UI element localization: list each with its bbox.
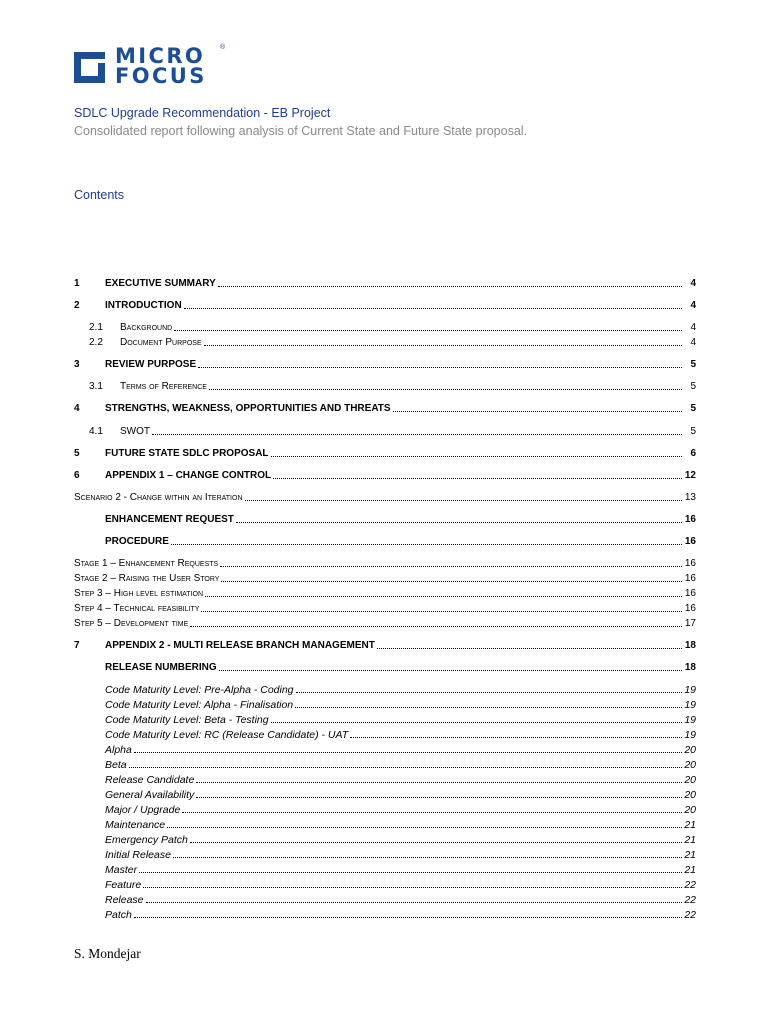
- toc-entry-page: 19: [684, 714, 696, 726]
- toc-dot-leader: [143, 887, 682, 888]
- toc-entry-title: Major / Upgrade: [105, 804, 181, 816]
- toc-entry-title: EXECUTIVE SUMMARY: [105, 278, 216, 289]
- toc-dot-leader: [134, 917, 682, 918]
- toc-dot-leader: [205, 596, 682, 597]
- toc-entry-number: 7: [74, 640, 80, 651]
- toc-entry[interactable]: [74, 727, 696, 741]
- toc-entry-title: Release Candidate: [105, 774, 195, 786]
- toc-entry-page: 16: [684, 573, 696, 584]
- toc-entry-page: 19: [684, 684, 696, 696]
- toc-dot-leader: [139, 872, 682, 873]
- toc-entry[interactable]: [74, 847, 696, 861]
- contents-heading: Contents: [74, 188, 125, 202]
- toc-entry-page: 21: [684, 849, 696, 861]
- toc-entry-number: 1: [74, 278, 80, 289]
- toc-entry[interactable]: [74, 892, 696, 906]
- toc-entry[interactable]: [74, 320, 696, 334]
- toc-entry[interactable]: [74, 817, 696, 831]
- toc-entry-page: 22: [684, 894, 696, 906]
- toc-dot-leader: [296, 692, 682, 693]
- toc-dot-leader: [190, 842, 682, 843]
- toc-entry-page: 21: [684, 819, 696, 831]
- toc-entry-title: Step 4 – Technical feasibility: [74, 603, 200, 614]
- toc-entry-title: Step 5 – Development time: [74, 618, 189, 629]
- toc-entry-page: 16: [684, 603, 696, 614]
- toc-entry-number: 5: [74, 448, 80, 459]
- toc-entry-page: 20: [684, 744, 696, 756]
- toc-entry[interactable]: [74, 298, 696, 312]
- toc-entry-page: 20: [684, 774, 696, 786]
- author-name: S. Mondejar: [74, 946, 141, 961]
- toc-dot-leader: [221, 581, 682, 582]
- toc-entry-title: Code Maturity Level: RC (Release Candidate) - UAT: [105, 729, 349, 741]
- toc-entry[interactable]: [74, 697, 696, 711]
- toc-entry[interactable]: [74, 379, 696, 393]
- toc-entry[interactable]: [74, 742, 696, 756]
- toc-entry-title: Code Maturity Level: Alpha - Finalisation: [105, 699, 294, 711]
- toc-entry[interactable]: [74, 556, 696, 570]
- toc-entry-title: Background: [120, 322, 173, 333]
- toc-entry[interactable]: [74, 335, 696, 349]
- toc-entry[interactable]: [74, 772, 696, 786]
- toc-entry[interactable]: [74, 401, 696, 415]
- toc-entry-page: 5: [690, 403, 696, 414]
- registered-mark: ®: [220, 44, 226, 51]
- toc-entry[interactable]: [74, 276, 696, 290]
- toc-entry-title: Terms of Reference: [120, 381, 207, 392]
- toc-entry-page: 13: [684, 492, 696, 503]
- toc-entry-title: Alpha: [105, 744, 132, 756]
- logo-wordmark: MICRO FOCUS: [115, 44, 207, 88]
- toc-entry[interactable]: [74, 877, 696, 891]
- toc-entry-title: Document Purpose: [120, 337, 202, 348]
- toc-entry-number: 6: [74, 470, 80, 481]
- toc-entry-title: PROCEDURE: [105, 536, 169, 547]
- toc-entry[interactable]: [74, 802, 696, 816]
- toc-entry[interactable]: [74, 586, 696, 600]
- toc-dot-leader: [171, 544, 682, 545]
- toc-dot-leader: [218, 286, 682, 287]
- toc-dot-leader: [184, 308, 682, 309]
- toc-entry[interactable]: [74, 757, 696, 771]
- toc-entry-number: 2: [74, 300, 80, 311]
- toc-entry-title: Code Maturity Level: Pre-Alpha - Coding: [105, 684, 294, 696]
- toc-entry-page: 4: [690, 322, 696, 333]
- toc-entry-page: 16: [684, 536, 696, 547]
- toc-entry-title: Master: [105, 864, 138, 876]
- toc-entry[interactable]: [74, 357, 696, 371]
- toc-entry-title: APPENDIX 1 – CHANGE CONTROL: [105, 470, 272, 481]
- toc-entry-title: Beta: [105, 759, 127, 771]
- toc-dot-leader: [350, 737, 682, 738]
- toc-entry-title: REVIEW PURPOSE: [105, 359, 197, 370]
- toc-entry-page: 21: [684, 834, 696, 846]
- toc-entry-page: 19: [684, 699, 696, 711]
- toc-entry-page: 18: [684, 662, 696, 673]
- toc-entry-page: 12: [684, 470, 696, 481]
- toc-entry-title: INTRODUCTION: [105, 300, 182, 311]
- toc-entry-title: Emergency Patch: [105, 834, 188, 846]
- toc-dot-leader: [152, 434, 682, 435]
- toc-entry[interactable]: [74, 787, 696, 801]
- toc-entry-page: 5: [690, 426, 696, 437]
- toc-entry-page: 18: [684, 640, 696, 651]
- toc-entry-title: Initial Release: [105, 849, 171, 861]
- document-title: SDLC Upgrade Recommendation - EB Project: [74, 106, 331, 120]
- toc-dot-leader: [201, 611, 682, 612]
- toc-entry[interactable]: [74, 424, 696, 438]
- toc-dot-leader: [273, 478, 682, 479]
- toc-entry-page: 4: [690, 278, 696, 289]
- toc-entry-title: Maintenance: [105, 819, 166, 831]
- toc-dot-leader: [134, 752, 682, 753]
- toc-entry-title: Step 3 – High level estimation: [74, 588, 204, 599]
- toc-entry-title: Code Maturity Level: Beta - Testing: [105, 714, 269, 726]
- toc-entry-number: 3.1: [89, 381, 103, 392]
- toc-entry-page: 20: [684, 759, 696, 771]
- toc-entry[interactable]: [74, 616, 696, 630]
- toc-entry-title: Stage 1 – Enhancement Requests: [74, 558, 219, 569]
- toc-entry-page: 16: [684, 558, 696, 569]
- toc-dot-leader: [219, 670, 682, 671]
- toc-entry-page: 21: [684, 864, 696, 876]
- toc-dot-leader: [209, 389, 682, 390]
- toc-entry[interactable]: [74, 490, 696, 504]
- toc-dot-leader: [295, 707, 682, 708]
- toc-dot-leader: [198, 367, 682, 368]
- toc-entry-title: Feature: [105, 879, 142, 891]
- toc-dot-leader: [129, 767, 682, 768]
- toc-entry-page: 4: [690, 337, 696, 348]
- toc-entry-title: STRENGTHS, WEAKNESS, OPPORTUNITIES AND THREATS: [105, 403, 391, 414]
- toc-entry-title: Stage 2 – Raising the User Story: [74, 573, 220, 584]
- toc-dot-leader: [245, 500, 683, 501]
- toc-entry[interactable]: [74, 446, 696, 460]
- toc-entry[interactable]: [74, 468, 696, 482]
- toc-entry-page: 22: [684, 909, 696, 921]
- document-subtitle: Consolidated report following analysis of Current State and Future State proposal.: [74, 124, 528, 138]
- toc-entry[interactable]: [74, 512, 696, 526]
- toc-entry-page: 5: [690, 359, 696, 370]
- toc-entry-page: 5: [690, 381, 696, 392]
- toc-entry-title: General Availability: [105, 789, 195, 801]
- toc-dot-leader: [271, 456, 682, 457]
- toc-dot-leader: [204, 345, 682, 346]
- toc-entry-page: 4: [690, 300, 696, 311]
- toc-entry[interactable]: [74, 712, 696, 726]
- toc-entry-page: 16: [684, 588, 696, 599]
- toc-entry[interactable]: [74, 638, 696, 652]
- toc-entry[interactable]: [74, 601, 696, 615]
- toc-entry-title: RELEASE NUMBERING: [105, 662, 217, 673]
- toc-entry[interactable]: [74, 571, 696, 585]
- toc-entry-number: 2.1: [89, 322, 103, 333]
- toc-dot-leader: [196, 782, 682, 783]
- toc-entry-title: Patch: [105, 909, 132, 921]
- toc-dot-leader: [146, 902, 682, 903]
- toc-dot-leader: [190, 626, 682, 627]
- toc-dot-leader: [196, 797, 682, 798]
- toc-entry-title: APPENDIX 2 - MULTI RELEASE BRANCH MANAGEMENT: [105, 640, 375, 651]
- toc-entry[interactable]: [74, 682, 696, 696]
- toc-entry[interactable]: [74, 660, 696, 674]
- toc-entry-number: 3: [74, 359, 80, 370]
- toc-entry[interactable]: [74, 832, 696, 846]
- toc-dot-leader: [167, 827, 682, 828]
- toc-entry-title: Scenario 2 - Change within an Iteration: [74, 492, 243, 503]
- toc-entry-page: 20: [684, 804, 696, 816]
- toc-entry-number: 4.1: [89, 426, 103, 437]
- toc-entry-number: 2.2: [89, 337, 103, 348]
- toc-entry[interactable]: [74, 907, 696, 921]
- toc-entry-title: SWOT: [120, 426, 150, 437]
- toc-entry-page: 17: [684, 618, 696, 629]
- toc-dot-leader: [174, 330, 682, 331]
- toc-entry-page: 22: [684, 879, 696, 891]
- toc-entry-page: 20: [684, 789, 696, 801]
- toc-dot-leader: [173, 857, 682, 858]
- toc-entry-page: 16: [684, 514, 696, 525]
- toc-entry-title: Release: [105, 894, 144, 906]
- toc-entry[interactable]: [74, 534, 696, 548]
- toc-dot-leader: [182, 812, 682, 813]
- toc-entry-title: ENHANCEMENT REQUEST: [105, 514, 234, 525]
- toc-entry-page: 6: [690, 448, 696, 459]
- toc-dot-leader: [271, 722, 682, 723]
- toc-dot-leader: [236, 522, 682, 523]
- toc-dot-leader: [393, 411, 682, 412]
- toc-entry-number: 4: [74, 403, 80, 414]
- toc-dot-leader: [220, 566, 682, 567]
- toc-dot-leader: [377, 648, 682, 649]
- toc-entry-page: 19: [684, 729, 696, 741]
- toc-entry[interactable]: [74, 862, 696, 876]
- toc-entry-title: FUTURE STATE SDLC PROPOSAL: [105, 448, 269, 459]
